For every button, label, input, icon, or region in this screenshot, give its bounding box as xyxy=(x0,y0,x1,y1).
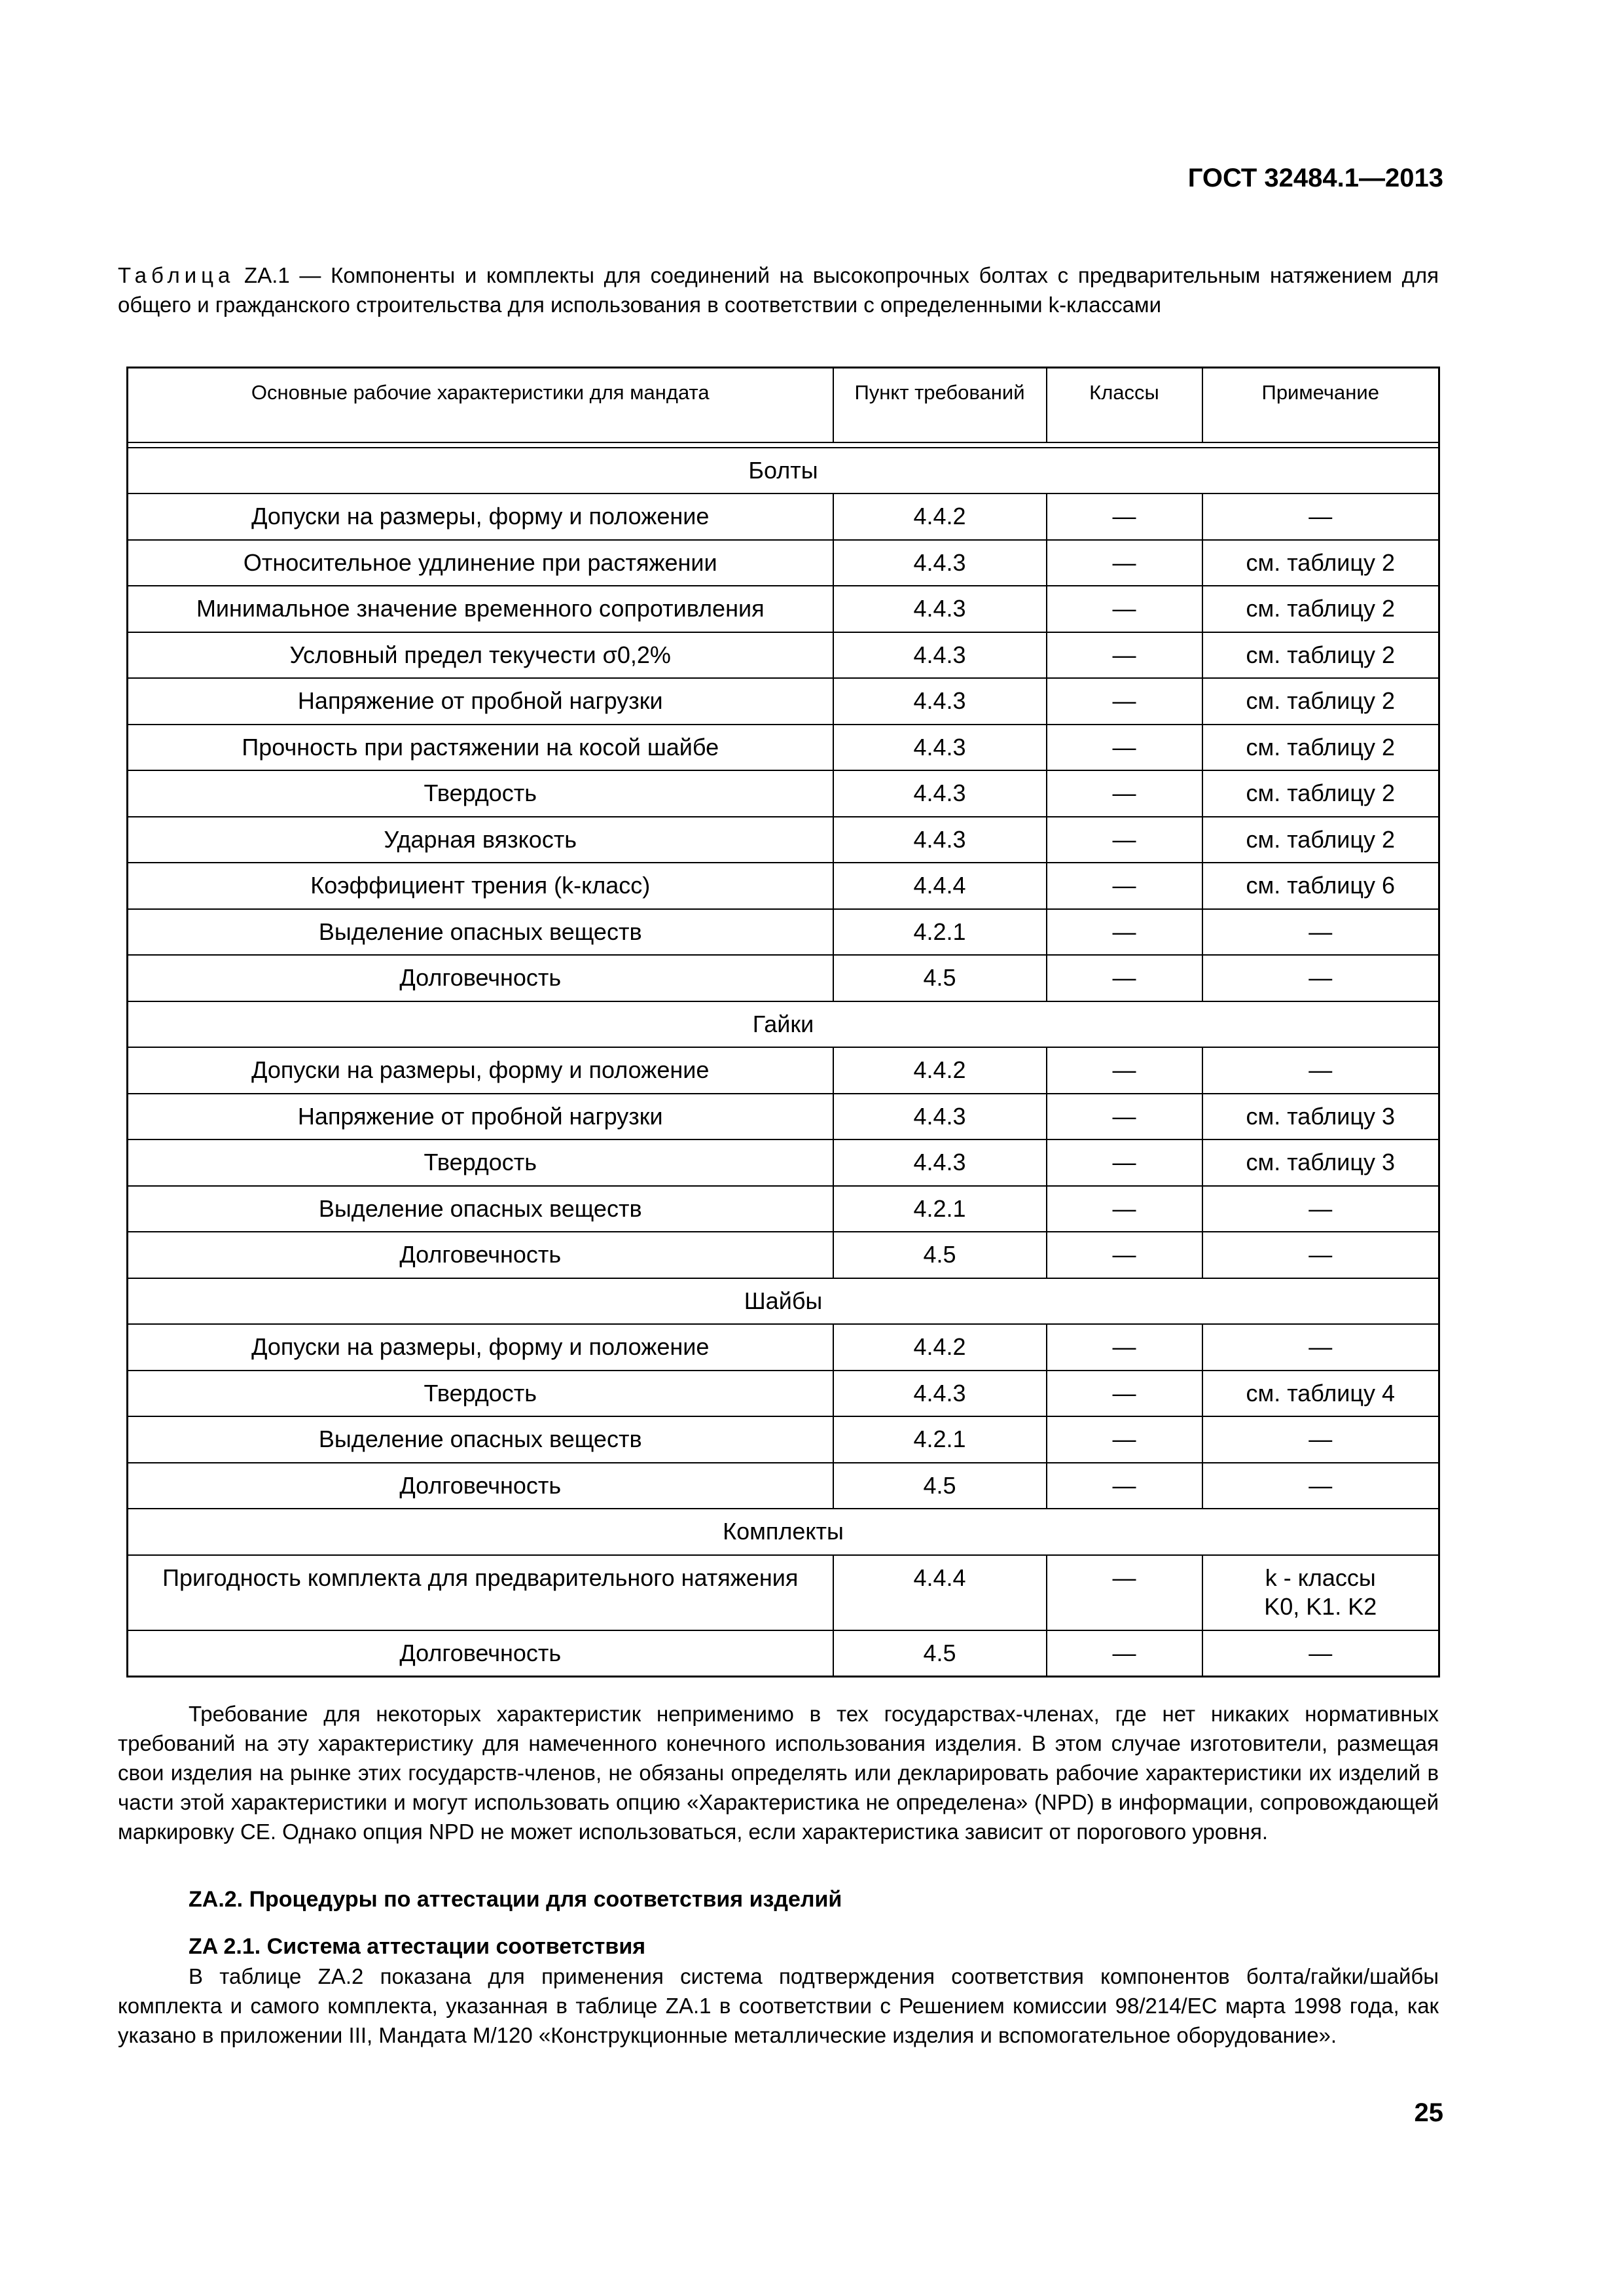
table-row xyxy=(128,770,1439,817)
classes-cell: — xyxy=(1047,1324,1202,1371)
header-spacer xyxy=(128,442,1439,448)
characteristic-cell: Выделение опасных веществ xyxy=(128,909,833,956)
classes-cell: — xyxy=(1047,817,1202,863)
table-row xyxy=(128,1094,1439,1140)
classes-cell: — xyxy=(1047,1555,1202,1630)
table-row xyxy=(128,540,1439,586)
characteristic-cell: Твердость xyxy=(128,770,833,817)
note-cell: см. таблицу 2 xyxy=(1202,540,1439,586)
classes-cell: — xyxy=(1047,1139,1202,1186)
group-title: Болты xyxy=(128,448,1439,494)
document-code: ГОСТ 32484.1—2013 xyxy=(1187,164,1443,192)
table-row xyxy=(128,817,1439,863)
note-cell: см. таблицу 2 xyxy=(1202,817,1439,863)
classes-cell: — xyxy=(1047,955,1202,1001)
characteristic-cell: Напряжение от пробной нагрузки xyxy=(128,678,833,725)
clause-cell: 4.5 xyxy=(833,1630,1047,1677)
table-row xyxy=(128,1555,1439,1630)
note-cell: см. таблицу 2 xyxy=(1202,725,1439,771)
clause-cell: 4.4.2 xyxy=(833,1047,1047,1094)
classes-cell: — xyxy=(1047,678,1202,725)
classes-cell: — xyxy=(1047,1416,1202,1463)
table-caption xyxy=(118,260,1439,319)
classes-cell: — xyxy=(1047,632,1202,679)
table-row xyxy=(128,909,1439,956)
table-row xyxy=(128,1139,1439,1186)
classes-cell: — xyxy=(1047,586,1202,632)
classes-cell: — xyxy=(1047,1047,1202,1094)
group-row xyxy=(128,1001,1439,1048)
clause-cell: 4.4.3 xyxy=(833,540,1047,586)
clause-cell: 4.4.3 xyxy=(833,1139,1047,1186)
table-row xyxy=(128,1232,1439,1278)
clause-cell: 4.4.3 xyxy=(833,770,1047,817)
column-header-characteristics: Основные рабочие характеристики для мандата xyxy=(128,368,833,442)
clause-cell: 4.4.3 xyxy=(833,678,1047,725)
note-cell: см. таблицу 2 xyxy=(1202,632,1439,679)
note-cell: — xyxy=(1202,1463,1439,1509)
table-row xyxy=(128,1047,1439,1094)
characteristic-cell: Выделение опасных веществ xyxy=(128,1416,833,1463)
note-cell: см. таблицу 6 xyxy=(1202,863,1439,909)
column-header-clause: Пункт требований xyxy=(833,368,1047,442)
table-row xyxy=(128,1416,1439,1463)
characteristic-cell: Долговечность xyxy=(128,1463,833,1509)
classes-cell: — xyxy=(1047,493,1202,540)
clause-cell: 4.4.3 xyxy=(833,1371,1047,1417)
group-row xyxy=(128,1509,1439,1555)
section-za2-heading: ZA.2. Процедуры по аттестации для соответствия изделий xyxy=(189,1887,842,1912)
note-cell: — xyxy=(1202,1324,1439,1371)
clause-cell: 4.4.4 xyxy=(833,1555,1047,1630)
note-cell: см. таблицу 3 xyxy=(1202,1139,1439,1186)
characteristic-cell: Относительное удлинение при растяжении xyxy=(128,540,833,586)
note-cell: — xyxy=(1202,1186,1439,1232)
classes-cell: — xyxy=(1047,1094,1202,1140)
table-row xyxy=(128,586,1439,632)
clause-cell: 4.4.4 xyxy=(833,863,1047,909)
characteristic-cell: Прочность при растяжении на косой шайбе xyxy=(128,725,833,771)
note-cell: — xyxy=(1202,493,1439,540)
table-body xyxy=(128,448,1439,1677)
classes-cell: — xyxy=(1047,1186,1202,1232)
clause-cell: 4.2.1 xyxy=(833,1186,1047,1232)
table-row xyxy=(128,863,1439,909)
table-row xyxy=(128,678,1439,725)
table-row xyxy=(128,493,1439,540)
characteristic-cell: Допуски на размеры, форму и положение xyxy=(128,1324,833,1371)
clause-cell: 4.4.2 xyxy=(833,1324,1047,1371)
classes-cell: — xyxy=(1047,863,1202,909)
clause-cell: 4.4.3 xyxy=(833,817,1047,863)
column-header-classes: Классы xyxy=(1047,368,1202,442)
clause-cell: 4.5 xyxy=(833,1463,1047,1509)
classes-cell: — xyxy=(1047,1463,1202,1509)
page-number: 25 xyxy=(1414,2098,1443,2127)
group-row xyxy=(128,1278,1439,1325)
table-row xyxy=(128,955,1439,1001)
characteristic-cell: Пригодность комплекта для предварительного натяжения xyxy=(128,1555,833,1630)
note-cell: — xyxy=(1202,955,1439,1001)
characteristic-cell: Долговечность xyxy=(128,1630,833,1677)
section-za21-heading: ZA 2.1. Система аттестации соответствия xyxy=(189,1934,646,1959)
note-cell: см. таблицу 4 xyxy=(1202,1371,1439,1417)
group-row xyxy=(128,448,1439,494)
characteristic-cell: Допуски на размеры, форму и положение xyxy=(128,1047,833,1094)
characteristic-cell: Условный предел текучести σ0,2% xyxy=(128,632,833,679)
table-row xyxy=(128,632,1439,679)
classes-cell: — xyxy=(1047,770,1202,817)
note-cell: — xyxy=(1202,1630,1439,1677)
clause-cell: 4.4.3 xyxy=(833,1094,1047,1140)
characteristic-cell: Допуски на размеры, форму и положение xyxy=(128,493,833,540)
group-title: Комплекты xyxy=(128,1509,1439,1555)
characteristic-cell: Ударная вязкость xyxy=(128,817,833,863)
classes-cell: — xyxy=(1047,540,1202,586)
note-cell: — xyxy=(1202,909,1439,956)
table-row xyxy=(128,1324,1439,1371)
characteristic-cell: Напряжение от пробной нагрузки xyxy=(128,1094,833,1140)
note-paragraph: Требование для некоторых характеристик неприменимо в тех государствах-членах, где нет никаких нормативных требований на эту характеристику для намеченного конечного использования изделия. В этом случае изготовители, размещая свои изделия на рынке этих государств-членов, не обязаны определять или декларировать рабочие характеристики их изделий в части этой характеристики и могут использовать опцию «Характеристика не определена» (NPD) в информации, сопровождающей маркировку CE. Однако опция NPD не может использоваться, если характеристика зависит от порогового уровня. xyxy=(118,1702,1439,1844)
section-za21-text: В таблице ZA.2 показана для применения система подтверждения соответствия компонентов болта/гайки/шайбы комплекта и самого комплекта, указанная в таблице ZA.1 в соответствии с Решением комиссии 98/214/EC марта 1998 года, как указано в приложении III, Мандата M/120 «Конструкционные металлические изделия и вспомогательное оборудование». xyxy=(118,1964,1439,2047)
table-row xyxy=(128,1371,1439,1417)
characteristic-cell: Твердость xyxy=(128,1139,833,1186)
note-block xyxy=(118,1699,1439,1846)
note-cell: k - классы K0, K1. K2 xyxy=(1202,1555,1439,1630)
clause-cell: 4.4.2 xyxy=(833,493,1047,540)
note-cell: см. таблицу 2 xyxy=(1202,770,1439,817)
section-za21 xyxy=(118,1932,1439,2050)
group-title: Гайки xyxy=(128,1001,1439,1048)
classes-cell: — xyxy=(1047,1630,1202,1677)
requirements-table xyxy=(126,367,1440,1677)
table-row xyxy=(128,1630,1439,1677)
clause-cell: 4.2.1 xyxy=(833,909,1047,956)
clause-cell: 4.5 xyxy=(833,1232,1047,1278)
note-cell: см. таблицу 2 xyxy=(1202,678,1439,725)
clause-cell: 4.4.3 xyxy=(833,632,1047,679)
classes-cell: — xyxy=(1047,909,1202,956)
table-row xyxy=(128,1463,1439,1509)
classes-cell: — xyxy=(1047,1371,1202,1417)
characteristic-cell: Коэффициент трения (k-класс) xyxy=(128,863,833,909)
group-title: Шайбы xyxy=(128,1278,1439,1325)
table-caption-lead: Таблица xyxy=(118,263,235,287)
table-header-row xyxy=(128,368,1439,442)
classes-cell: — xyxy=(1047,1232,1202,1278)
note-cell: см. таблицу 2 xyxy=(1202,586,1439,632)
clause-cell: 4.2.1 xyxy=(833,1416,1047,1463)
clause-cell: 4.4.3 xyxy=(833,586,1047,632)
characteristic-cell: Долговечность xyxy=(128,955,833,1001)
section-za2 xyxy=(118,1885,1439,1914)
characteristic-cell: Выделение опасных веществ xyxy=(128,1186,833,1232)
note-cell: — xyxy=(1202,1232,1439,1278)
table-row xyxy=(128,725,1439,771)
characteristic-cell: Минимальное значение временного сопротивления xyxy=(128,586,833,632)
classes-cell: — xyxy=(1047,725,1202,771)
clause-cell: 4.5 xyxy=(833,955,1047,1001)
column-header-note: Примечание xyxy=(1202,368,1439,442)
table-row xyxy=(128,1186,1439,1232)
note-cell: см. таблицу 3 xyxy=(1202,1094,1439,1140)
characteristic-cell: Твердость xyxy=(128,1371,833,1417)
clause-cell: 4.4.3 xyxy=(833,725,1047,771)
note-cell: — xyxy=(1202,1047,1439,1094)
characteristic-cell: Долговечность xyxy=(128,1232,833,1278)
table-caption-text: ZA.1 — Компоненты и комплекты для соединений на высокопрочных болтах с предварительным натяжением для общего и гражданского строительства для использования в соответствии с определенными k-классами xyxy=(118,263,1439,317)
note-cell: — xyxy=(1202,1416,1439,1463)
